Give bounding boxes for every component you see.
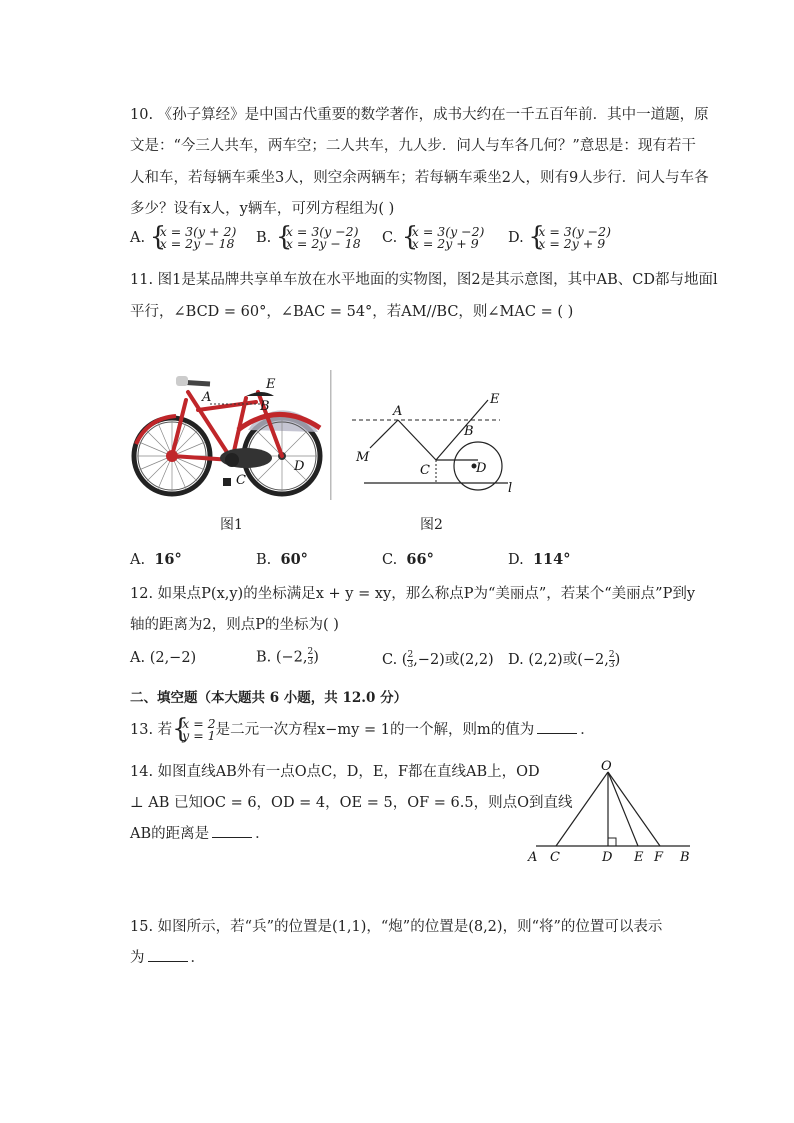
q14-line3: AB的距离是 ． — [130, 826, 270, 842]
fig2-label-c: C — [420, 463, 430, 478]
q11-line2: 平行，∠BCD = 60°，∠BAC = 54°，若AM//BC，则∠MAC = ( ) — [130, 304, 574, 320]
q12-option-b: B. (−2, $\frac{2}{3}$ ) — [256, 647, 319, 667]
q14-label-c: C — [550, 850, 560, 865]
fig2-label-e: E — [490, 392, 500, 407]
q14-label-o: O — [601, 759, 612, 774]
q14-line2: ⊥ AB 已知OC = 6，OD = 4，OE = 5，OF = 6.5，则点O到直线 — [130, 795, 573, 811]
answer-blank[interactable] — [148, 949, 188, 962]
q12-option-a: A. (2,−2) — [130, 650, 197, 666]
q14-label-b: B — [680, 850, 690, 865]
q10-option-b: B. { x = 3(y −2) x = 2y − 18 — [256, 222, 361, 252]
q10-line1: 10. 《孙子算经》是中国古代重要的数学著作，成书大约在一千五百年前．其中一道题，原 — [130, 107, 709, 123]
q11-line1: 11. 图1是某品牌共享单车放在水平地面的实物图，图2是其示意图，其中AB、CD都与地面l — [130, 272, 718, 288]
q14-label-a: A — [528, 850, 538, 865]
answer-blank[interactable] — [212, 825, 252, 838]
q11-option-a: A. 16° — [130, 551, 182, 568]
bike-label-e: E — [266, 377, 276, 392]
q10-option-d: D. { x = 3(y −2) x = 2y + 9 — [508, 222, 611, 252]
q14-figure — [520, 758, 700, 868]
fig2-label-l: l — [508, 481, 513, 496]
q11-option-d: D. 114° — [508, 551, 571, 568]
q14-line1: 14. 如图直线AB外有一点O点C，D，E，F都在直线AB上，OD — [130, 764, 540, 780]
bike-label-a: A — [202, 390, 212, 405]
q10-line2: 文是：“今三人共车，两车空；二人共车，九人步．问人与车各几何？”意思是：现有若干 — [130, 138, 696, 154]
q14-label-d: D — [602, 850, 613, 865]
q12-option-c: C. ( $\frac{2}{3}$ ,−2)或(2,2) — [382, 649, 494, 670]
q15-line2: 为 ． — [130, 950, 205, 966]
q12-line1: 12. 如果点P(x,y)的坐标满足x + y = xy，那么称点P为“美丽点”，若某个“美丽点”P到y — [130, 586, 696, 602]
bike-label-b: B — [260, 399, 270, 414]
q10-option-c: C. { x = 3(y −2) x = 2y + 9 — [382, 222, 485, 252]
section-heading: 二、填空题（本大题共 6 小题，共 12.0 分） — [130, 690, 408, 706]
q11-option-b: B. 60° — [256, 551, 308, 568]
bike-label-c: C — [236, 473, 246, 488]
bicycle-figure — [128, 370, 333, 500]
fig2-label-d: D — [476, 461, 487, 476]
q12-line2: 轴的距离为2，则点P的坐标为( ) — [130, 617, 339, 633]
figure1-caption: 图1 — [220, 517, 243, 533]
figure2-caption: 图2 — [420, 517, 443, 533]
fig2-label-m: M — [356, 450, 370, 465]
fig2-label-a: A — [393, 404, 403, 419]
q10-option-a: A. { x = 3(y + 2) x = 2y − 18 — [130, 222, 237, 252]
answer-blank[interactable] — [537, 721, 577, 734]
q10-line4: 多少？设有x人，y辆车，可列方程组为( ) — [130, 201, 395, 217]
q11-option-c: C. 66° — [382, 551, 434, 568]
fig2-label-b: B — [464, 424, 474, 439]
q10-line3: 人和车，若每辆车乘坐3人，则空余两辆车；若每辆车乘坐2人，则有9人步行．问人与车各 — [130, 170, 709, 186]
bike-label-d: D — [294, 459, 305, 474]
q14-label-e: E — [634, 850, 644, 865]
q15-line1: 15. 如图所示，若“兵”的位置是(1,1)，“炮”的位置是(8,2)，则“将”的位置可以表示 — [130, 919, 663, 935]
q12-option-d: D. (2,2)或(−2, $\frac{2}{3}$ ) — [508, 649, 621, 670]
schematic-figure — [350, 390, 520, 500]
q14-label-f: F — [654, 850, 664, 865]
q13: 13. 若 { x = 2 y = 1 是二元一次方程x−my = 1的一个解，则m的值为 ． — [130, 714, 595, 744]
